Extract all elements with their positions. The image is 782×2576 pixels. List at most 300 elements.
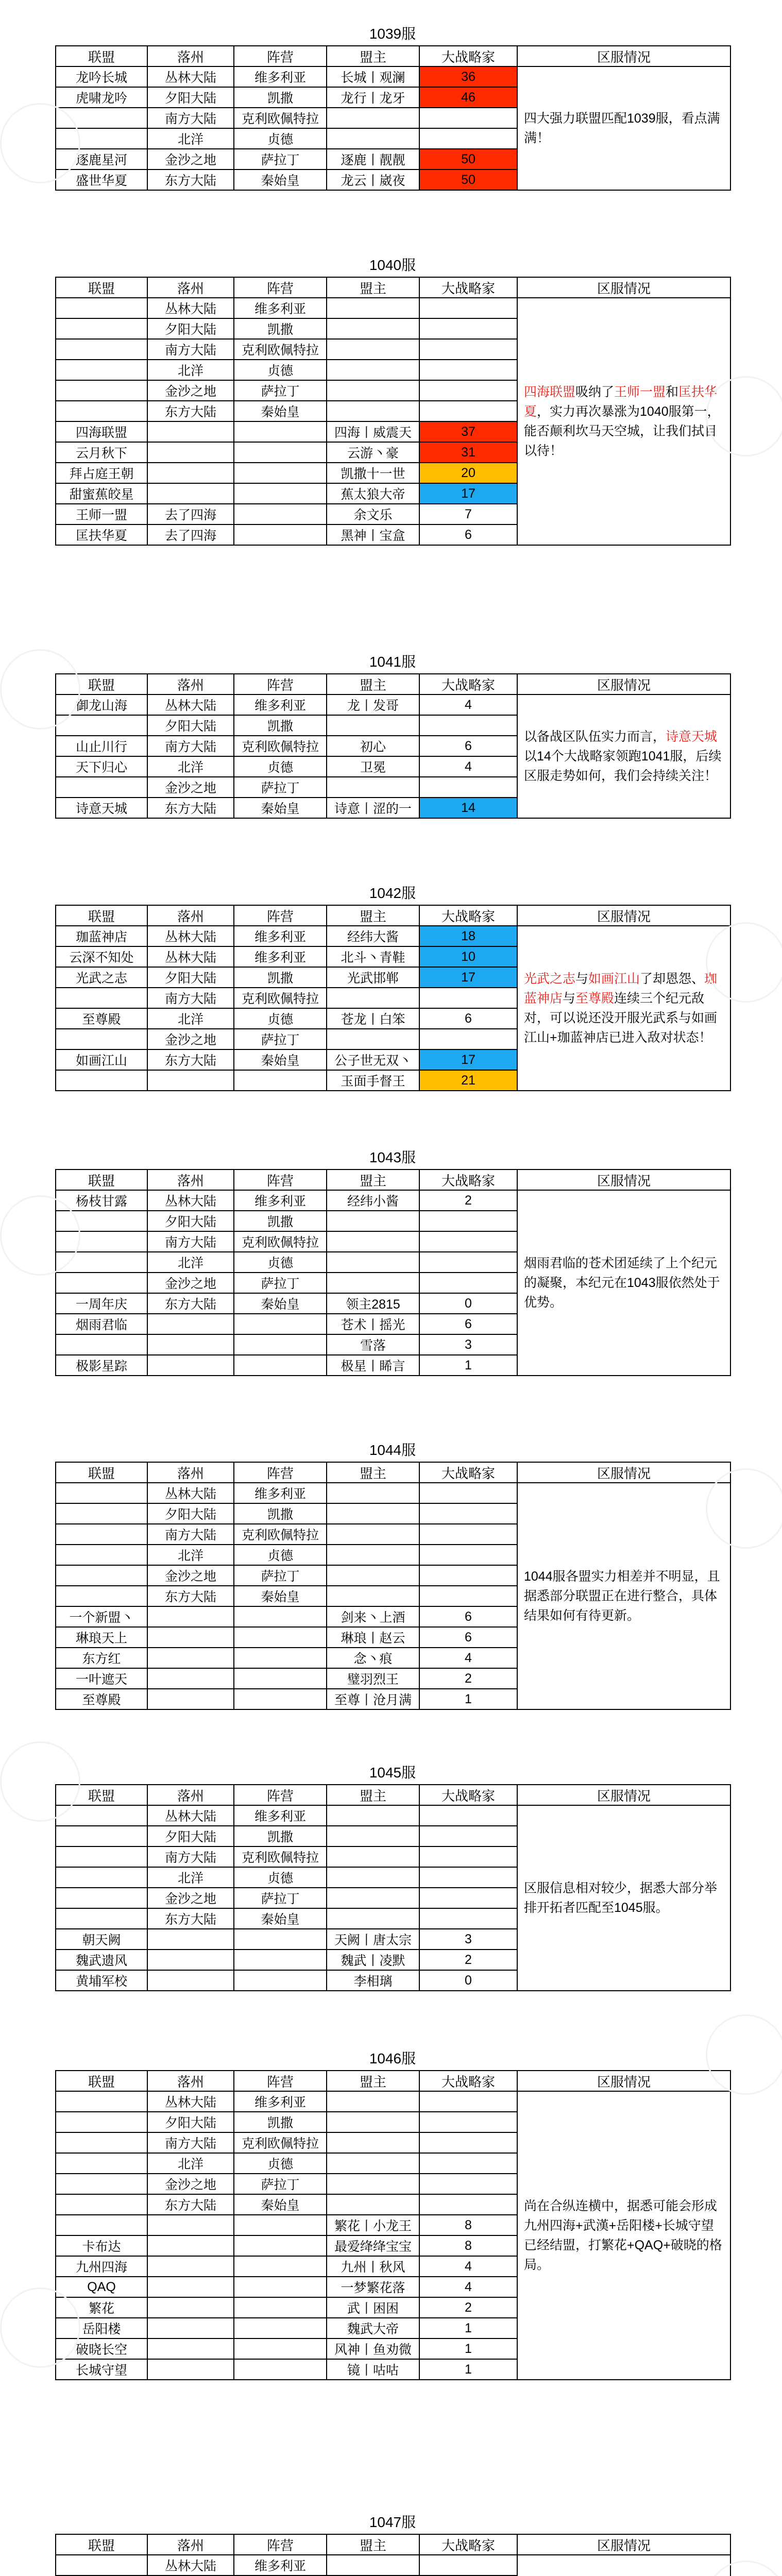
strategist-count — [419, 1826, 517, 1846]
cell-alliance: 御龙山海 — [56, 694, 147, 715]
server-description — [517, 298, 730, 545]
cell-alliance — [56, 1565, 147, 1586]
cell-state: 丛林大陆 — [147, 946, 234, 967]
cell-alliance: 长城守望 — [56, 2359, 147, 2380]
cell-camp: 维多利亚 — [234, 66, 327, 87]
strategist-count — [419, 1273, 517, 1293]
cell-alliance: 逐鹿星河 — [56, 149, 147, 170]
server-table — [55, 45, 731, 191]
cell-state: 东方大陆 — [147, 1908, 234, 1929]
cell-camp: 克利欧佩特拉 — [234, 988, 327, 1008]
header-row — [56, 46, 730, 66]
cell-leader: 雪落 — [327, 1334, 419, 1355]
cell-state: 丛林大陆 — [147, 66, 234, 87]
strategist-count — [419, 1503, 517, 1524]
cell-alliance: 天下归心 — [56, 756, 147, 777]
strategist-count: 6 — [419, 736, 517, 756]
cell-alliance: 龙吟长城 — [56, 66, 147, 87]
strategist-count: 6 — [419, 524, 517, 545]
cell-leader: 天阙丨唐太宗 — [327, 1929, 419, 1950]
cell-alliance — [56, 298, 147, 318]
cell-camp: 克利欧佩特拉 — [234, 1231, 327, 1252]
strategist-count: 14 — [419, 798, 517, 818]
cell-camp: 秦始皇 — [234, 401, 327, 421]
strategist-count — [419, 1211, 517, 1231]
cell-camp: 秦始皇 — [234, 798, 327, 818]
cell-alliance: 极影星踪 — [56, 1355, 147, 1376]
cell-camp: 萨拉丁 — [234, 1029, 327, 1049]
description-text: ，实力再次暴涨为1040服第一，能否颠利坎马天空城，让我们拭目以待！ — [524, 404, 720, 458]
strategist-count: 0 — [419, 1293, 517, 1314]
cell-leader: 至尊丨沧月满 — [327, 1689, 419, 1709]
cell-leader — [327, 1805, 419, 1826]
strategist-count — [419, 1888, 517, 1908]
strategist-count: 8 — [419, 2215, 517, 2235]
strategist-count — [419, 1565, 517, 1586]
column-header: 阵营 — [234, 905, 327, 926]
cell-state — [147, 1929, 234, 1950]
cell-leader: 龙行丨龙牙 — [327, 87, 419, 108]
cell-alliance — [56, 1070, 147, 1091]
cell-camp — [234, 1950, 327, 1970]
server-description — [517, 2555, 730, 2576]
cell-alliance: 盛世华夏 — [56, 170, 147, 190]
cell-leader: 逐鹿丨靓靓 — [327, 149, 419, 170]
cell-state: 丛林大陆 — [147, 926, 234, 946]
cell-alliance — [56, 401, 147, 421]
cell-camp: 萨拉丁 — [234, 1888, 327, 1908]
cell-state — [147, 1668, 234, 1689]
cell-state — [147, 1070, 234, 1091]
strategist-count — [419, 1545, 517, 1565]
cell-state: 北洋 — [147, 360, 234, 380]
cell-state: 东方大陆 — [147, 170, 234, 190]
server-table — [55, 673, 731, 819]
description-text: 四海联盟 — [524, 385, 576, 399]
cell-leader: 魏武大帝 — [327, 2318, 419, 2338]
cell-leader: 苍龙丨白笨 — [327, 1008, 419, 1029]
cell-leader: 黑神丨宝盒 — [327, 524, 419, 545]
cell-state: 金沙之地 — [147, 1029, 234, 1049]
cell-alliance: 一周年庆 — [56, 1293, 147, 1314]
cell-state — [147, 2338, 234, 2359]
cell-state: 东方大陆 — [147, 1293, 234, 1314]
cell-camp — [234, 2297, 327, 2318]
cell-camp: 维多利亚 — [234, 926, 327, 946]
cell-state: 夕阳大陆 — [147, 1211, 234, 1231]
cell-camp — [234, 1970, 327, 1991]
cell-leader: 初心 — [327, 736, 419, 756]
cell-leader: 诗意丨涩的一 — [327, 798, 419, 818]
strategist-count: 10 — [419, 946, 517, 967]
cell-alliance — [56, 1586, 147, 1606]
column-header: 落州 — [147, 674, 234, 694]
cell-state: 北洋 — [147, 1008, 234, 1029]
cell-camp — [234, 2318, 327, 2338]
cell-camp: 秦始皇 — [234, 1586, 327, 1606]
cell-alliance: 魏武遗风 — [56, 1950, 147, 1970]
cell-leader — [327, 1503, 419, 1524]
cell-camp: 凯撒 — [234, 318, 327, 339]
server-title: 1044服 — [369, 1442, 416, 1458]
cell-alliance — [56, 1503, 147, 1524]
cell-camp: 萨拉丁 — [234, 1565, 327, 1586]
server-table — [55, 2070, 731, 2380]
strategist-count: 3 — [419, 1929, 517, 1950]
server-table — [55, 905, 731, 1091]
column-header: 落州 — [147, 1462, 234, 1483]
server-section — [55, 2047, 730, 2380]
table-row — [56, 66, 730, 87]
cell-leader — [327, 1273, 419, 1293]
cell-alliance — [56, 108, 147, 128]
cell-leader: 极星丨睎言 — [327, 1355, 419, 1376]
column-header: 联盟 — [56, 674, 147, 694]
cell-leader: 武丨困困 — [327, 2297, 419, 2318]
cell-state: 丛林大陆 — [147, 694, 234, 715]
cell-camp: 秦始皇 — [234, 170, 327, 190]
cell-leader: 云游丶豪 — [327, 442, 419, 463]
cell-alliance: 四海联盟 — [56, 421, 147, 442]
strategist-count — [419, 2112, 517, 2132]
server-title: 1039服 — [369, 26, 416, 42]
column-header: 区服情况 — [517, 905, 730, 926]
cell-camp: 维多利亚 — [234, 1805, 327, 1826]
column-header: 阵营 — [234, 1462, 327, 1483]
strategist-count — [419, 2153, 517, 2174]
strategist-count — [419, 128, 517, 149]
cell-camp — [234, 421, 327, 442]
strategist-count — [419, 360, 517, 380]
cell-alliance: 匡扶华夏 — [56, 524, 147, 545]
strategist-count: 6 — [419, 1314, 517, 1334]
cell-alliance: 甜蜜蕉皎星 — [56, 483, 147, 504]
strategist-count: 2 — [419, 1190, 517, 1211]
column-header: 盟主 — [327, 1462, 419, 1483]
cell-leader — [327, 1524, 419, 1545]
strategist-count: 4 — [419, 694, 517, 715]
cell-leader — [327, 380, 419, 401]
cell-leader: 剑来丶上酒 — [327, 1606, 419, 1627]
column-header: 落州 — [147, 2071, 234, 2091]
cell-alliance — [56, 2132, 147, 2153]
column-header: 盟主 — [327, 2534, 419, 2555]
cell-leader — [327, 1565, 419, 1586]
cell-alliance — [56, 2555, 147, 2575]
server-section — [55, 254, 730, 546]
cell-state: 夕阳大陆 — [147, 318, 234, 339]
cell-state — [147, 1334, 234, 1355]
strategist-count — [419, 339, 517, 360]
table-row — [56, 694, 730, 715]
cell-alliance — [56, 2194, 147, 2215]
strategist-count: 7 — [419, 504, 517, 524]
cell-leader: 经纬小酱 — [327, 1190, 419, 1211]
cell-leader — [327, 401, 419, 421]
cell-state — [147, 483, 234, 504]
server-section — [55, 1761, 730, 1991]
cell-state: 东方大陆 — [147, 1049, 234, 1070]
strategist-count: 6 — [419, 1606, 517, 1627]
table-row — [56, 926, 730, 946]
strategist-count: 17 — [419, 1049, 517, 1070]
cell-state — [147, 1970, 234, 1991]
cell-leader: 凯撒十一世 — [327, 463, 419, 483]
cell-camp — [234, 1668, 327, 1689]
cell-camp: 凯撒 — [234, 967, 327, 988]
cell-camp: 克利欧佩特拉 — [234, 2132, 327, 2153]
column-header: 区服情况 — [517, 277, 730, 298]
cell-state: 去了四海 — [147, 504, 234, 524]
strategist-count — [419, 380, 517, 401]
cell-alliance: 破晓长空 — [56, 2338, 147, 2359]
cell-state — [147, 1648, 234, 1668]
cell-camp: 维多利亚 — [234, 2091, 327, 2112]
cell-camp — [234, 2277, 327, 2297]
cell-camp — [234, 442, 327, 463]
server-table — [55, 2534, 731, 2576]
strategist-count: 1 — [419, 1689, 517, 1709]
cell-leader — [327, 298, 419, 318]
cell-state: 北洋 — [147, 1867, 234, 1888]
strategist-count — [419, 1231, 517, 1252]
cell-alliance: 繁花 — [56, 2297, 147, 2318]
strategist-count: 1 — [419, 2318, 517, 2338]
cell-state: 金沙之地 — [147, 1888, 234, 1908]
strategist-count: 2 — [419, 2297, 517, 2318]
server-section — [55, 2511, 730, 2576]
cell-camp: 贞德 — [234, 360, 327, 380]
cell-alliance: 杨枝甘露 — [56, 1190, 147, 1211]
cell-state: 东方大陆 — [147, 2194, 234, 2215]
cell-camp: 克利欧佩特拉 — [234, 1846, 327, 1867]
column-header: 区服情况 — [517, 2071, 730, 2091]
cell-leader: 最爱绛绛宝宝 — [327, 2235, 419, 2256]
server-description — [517, 926, 730, 1091]
cell-state: 丛林大陆 — [147, 1190, 234, 1211]
cell-leader — [327, 1908, 419, 1929]
server-description — [517, 1483, 730, 1709]
cell-alliance — [56, 2112, 147, 2132]
cell-camp: 萨拉丁 — [234, 2174, 327, 2194]
cell-leader: 镜丨咕咕 — [327, 2359, 419, 2380]
cell-leader: 龙云丨崴夜 — [327, 170, 419, 190]
cell-alliance — [56, 2091, 147, 2112]
cell-camp: 秦始皇 — [234, 2194, 327, 2215]
cell-camp: 秦始皇 — [234, 1049, 327, 1070]
cell-alliance: 烟雨君临 — [56, 1314, 147, 1334]
cell-alliance: 一个新盟丶 — [56, 1606, 147, 1627]
cell-state: 北洋 — [147, 1252, 234, 1273]
strategist-count — [419, 1846, 517, 1867]
strategist-count — [419, 1805, 517, 1826]
cell-state: 北洋 — [147, 128, 234, 149]
cell-leader: 四海丨威震天 — [327, 421, 419, 442]
column-header: 联盟 — [56, 46, 147, 66]
column-header: 盟主 — [327, 277, 419, 298]
cell-leader: 余文乐 — [327, 504, 419, 524]
cell-state: 丛林大陆 — [147, 1483, 234, 1503]
cell-leader: 苍术丨摇光 — [327, 1314, 419, 1334]
cell-state — [147, 421, 234, 442]
description-text: 烟雨君临的苍术团延续了上个纪元的凝聚，本纪元在1043服依然处于优势。 — [524, 1256, 720, 1310]
cell-alliance — [56, 1334, 147, 1355]
cell-camp: 克利欧佩特拉 — [234, 736, 327, 756]
cell-leader: 九州丨秋风 — [327, 2256, 419, 2277]
cell-alliance — [56, 1029, 147, 1049]
cell-state: 东方大陆 — [147, 401, 234, 421]
cell-leader: 光武邯郸 — [327, 967, 419, 988]
server-description — [517, 2091, 730, 2380]
description-text: 与 — [563, 991, 576, 1006]
cell-camp — [234, 2256, 327, 2277]
strategist-count: 6 — [419, 1008, 517, 1029]
description-text: 1044服各盟实力相差并不明显，且据悉部分联盟正在进行整合，具体结果如何有待更新。 — [524, 1569, 720, 1623]
cell-alliance: 黄埔军校 — [56, 1970, 147, 1991]
cell-leader — [327, 1826, 419, 1846]
column-header: 落州 — [147, 1170, 234, 1190]
header-row — [56, 2071, 730, 2091]
cell-camp — [234, 1070, 327, 1091]
cell-alliance — [56, 1888, 147, 1908]
cell-camp: 萨拉丁 — [234, 1273, 327, 1293]
cell-camp: 萨拉丁 — [234, 380, 327, 401]
strategist-count: 2 — [419, 1950, 517, 1970]
strategist-count: 3 — [419, 1334, 517, 1355]
cell-state: 北洋 — [147, 756, 234, 777]
column-header: 盟主 — [327, 1170, 419, 1190]
strategist-count: 31 — [419, 442, 517, 463]
cell-alliance: 拜占庭王朝 — [56, 463, 147, 483]
cell-camp — [234, 463, 327, 483]
server-title: 1045服 — [369, 1765, 416, 1781]
cell-camp: 贞德 — [234, 2153, 327, 2174]
strategist-count — [419, 2091, 517, 2112]
server-description — [517, 66, 730, 190]
cell-camp: 维多利亚 — [234, 946, 327, 967]
strategist-count: 20 — [419, 463, 517, 483]
strategist-count — [419, 2174, 517, 2194]
description-text: 诗意天城 — [666, 730, 718, 744]
cell-state — [147, 2256, 234, 2277]
cell-alliance — [56, 1231, 147, 1252]
cell-camp — [234, 2359, 327, 2380]
description-text: 与 — [575, 972, 589, 986]
description-text: 匡扶华夏 — [524, 385, 718, 419]
cell-state — [147, 1950, 234, 1970]
cell-state — [147, 2318, 234, 2338]
cell-leader — [327, 2112, 419, 2132]
column-header: 盟主 — [327, 1785, 419, 1805]
strategist-count: 1 — [419, 2359, 517, 2380]
cell-alliance — [56, 988, 147, 1008]
cell-state: 南方大陆 — [147, 339, 234, 360]
column-header: 盟主 — [327, 905, 419, 926]
cell-state: 金沙之地 — [147, 1565, 234, 1586]
cell-state: 金沙之地 — [147, 149, 234, 170]
cell-camp — [234, 1929, 327, 1950]
cell-camp: 凯撒 — [234, 1826, 327, 1846]
server-table — [55, 1462, 731, 1710]
cell-state: 夕阳大陆 — [147, 87, 234, 108]
cell-alliance — [56, 777, 147, 798]
cell-camp: 克利欧佩特拉 — [234, 339, 327, 360]
strategist-count: 2 — [419, 1668, 517, 1689]
table-row — [56, 1805, 730, 1826]
strategist-count — [419, 988, 517, 1008]
cell-state — [147, 1314, 234, 1334]
cell-alliance: 东方红 — [56, 1648, 147, 1668]
cell-state: 南方大陆 — [147, 988, 234, 1008]
cell-camp: 萨拉丁 — [234, 149, 327, 170]
cell-camp: 维多利亚 — [234, 2555, 327, 2575]
cell-camp: 贞德 — [234, 1545, 327, 1565]
server-description — [517, 694, 730, 818]
cell-leader — [327, 1231, 419, 1252]
column-header: 阵营 — [234, 46, 327, 66]
description-text: 如画江山 — [588, 972, 640, 986]
cell-leader — [327, 2555, 419, 2575]
cell-alliance — [56, 1908, 147, 1929]
cell-alliance: 琳琅天上 — [56, 1627, 147, 1648]
strategist-count: 17 — [419, 967, 517, 988]
cell-state: 丛林大陆 — [147, 2091, 234, 2112]
cell-leader — [327, 1846, 419, 1867]
strategist-count — [419, 1586, 517, 1606]
cell-leader — [327, 339, 419, 360]
column-header: 阵营 — [234, 2071, 327, 2091]
cell-state: 南方大陆 — [147, 1231, 234, 1252]
column-header: 阵营 — [234, 1170, 327, 1190]
cell-alliance — [56, 1846, 147, 1867]
server-table — [55, 277, 731, 546]
cell-state: 北洋 — [147, 2153, 234, 2174]
cell-camp: 贞德 — [234, 1252, 327, 1273]
table-row — [56, 2555, 730, 2575]
cell-camp: 维多利亚 — [234, 1483, 327, 1503]
cell-alliance: QAQ — [56, 2277, 147, 2297]
server-description — [517, 1805, 730, 1991]
cell-alliance — [56, 360, 147, 380]
cell-leader — [327, 2153, 419, 2174]
cell-leader — [327, 1029, 419, 1049]
column-header: 大战略家 — [419, 2534, 517, 2555]
cell-camp — [234, 2215, 327, 2235]
column-header: 大战略家 — [419, 1170, 517, 1190]
cell-state: 南方大陆 — [147, 2132, 234, 2153]
server-table — [55, 1784, 731, 1991]
cell-leader — [327, 1483, 419, 1503]
column-header: 大战略家 — [419, 905, 517, 926]
cell-alliance: 珈蓝神店 — [56, 926, 147, 946]
column-header: 联盟 — [56, 1785, 147, 1805]
cell-camp: 秦始皇 — [234, 1293, 327, 1314]
strategist-count: 37 — [419, 421, 517, 442]
cell-leader: 一梦繁花落 — [327, 2277, 419, 2297]
cell-alliance — [56, 339, 147, 360]
cell-leader — [327, 2174, 419, 2194]
cell-alliance: 一叶遮天 — [56, 1668, 147, 1689]
column-header: 区服情况 — [517, 2534, 730, 2555]
strategist-count: 21 — [419, 1070, 517, 1091]
column-header: 落州 — [147, 46, 234, 66]
cell-camp: 贞德 — [234, 1008, 327, 1029]
cell-leader: 北斗丶青鞋 — [327, 946, 419, 967]
cell-state: 南方大陆 — [147, 736, 234, 756]
cell-leader — [327, 2091, 419, 2112]
cell-state: 南方大陆 — [147, 108, 234, 128]
cell-camp: 凯撒 — [234, 1503, 327, 1524]
